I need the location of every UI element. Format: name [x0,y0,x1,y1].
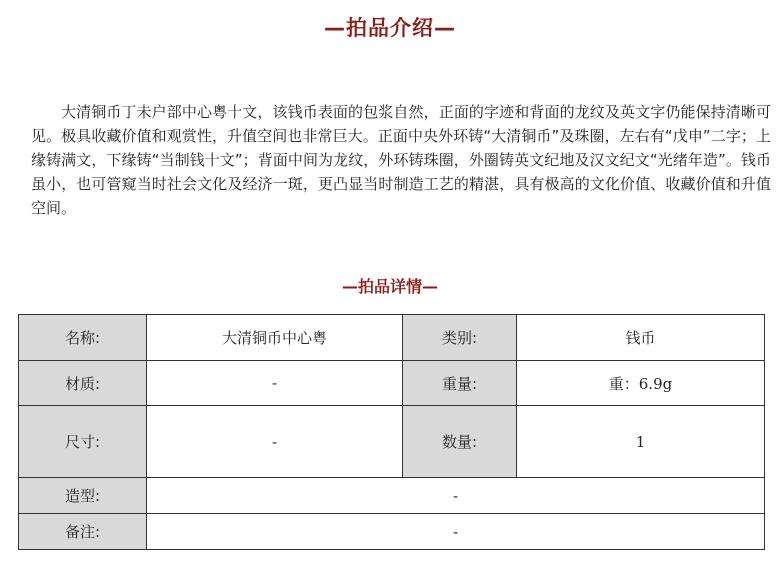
table-row [19,478,765,514]
table-row [19,315,765,361]
note-value: - [147,514,765,550]
table-row [19,406,765,478]
quantity-label: 数量: [403,406,517,478]
quantity-value: 1 [517,406,765,478]
material-value: - [147,361,403,406]
weight-value: 重：6.9g [517,361,765,406]
section-title-intro: —拍品介绍— [324,16,456,40]
weight-label: 重量: [403,361,517,406]
table-row [19,514,765,550]
table-row [19,361,765,406]
shape-value: - [147,478,765,514]
intro-paragraph: 大清铜币丁未户部中心粤十文，该钱币表面的包浆自然，正面的字迹和背面的龙纹及英文字仍能保持清晰可见。极具收藏价值和观赏性，升值空间也非常巨大。正面中央外环铸“大清铜币”及珠圈，左右有“戊申”二字；上缘铸满文，下缘铸“当制钱十文”；背面中间为龙纹，外环铸珠圈，外圈铸英文纪地及汉文纪文“光绪年造”。钱币虽小，也可管窥当时社会文化及经济一斑，更凸显当时制造工艺的精湛，具有极高的文化价值、收藏价值和升值空间。 [31,103,771,217]
material-label: 材质: [19,361,147,406]
shape-label: 造型: [19,478,147,514]
section-title-details: —拍品详情— [341,277,438,296]
category-label: 类别: [403,315,517,361]
name-value: 大清铜币中心粤 [147,315,403,361]
details-table [18,314,765,550]
note-label: 备注: [19,514,147,550]
size-value: - [147,406,403,478]
name-label: 名称: [19,315,147,361]
size-label: 尺寸: [19,406,147,478]
category-value: 钱币 [517,315,765,361]
